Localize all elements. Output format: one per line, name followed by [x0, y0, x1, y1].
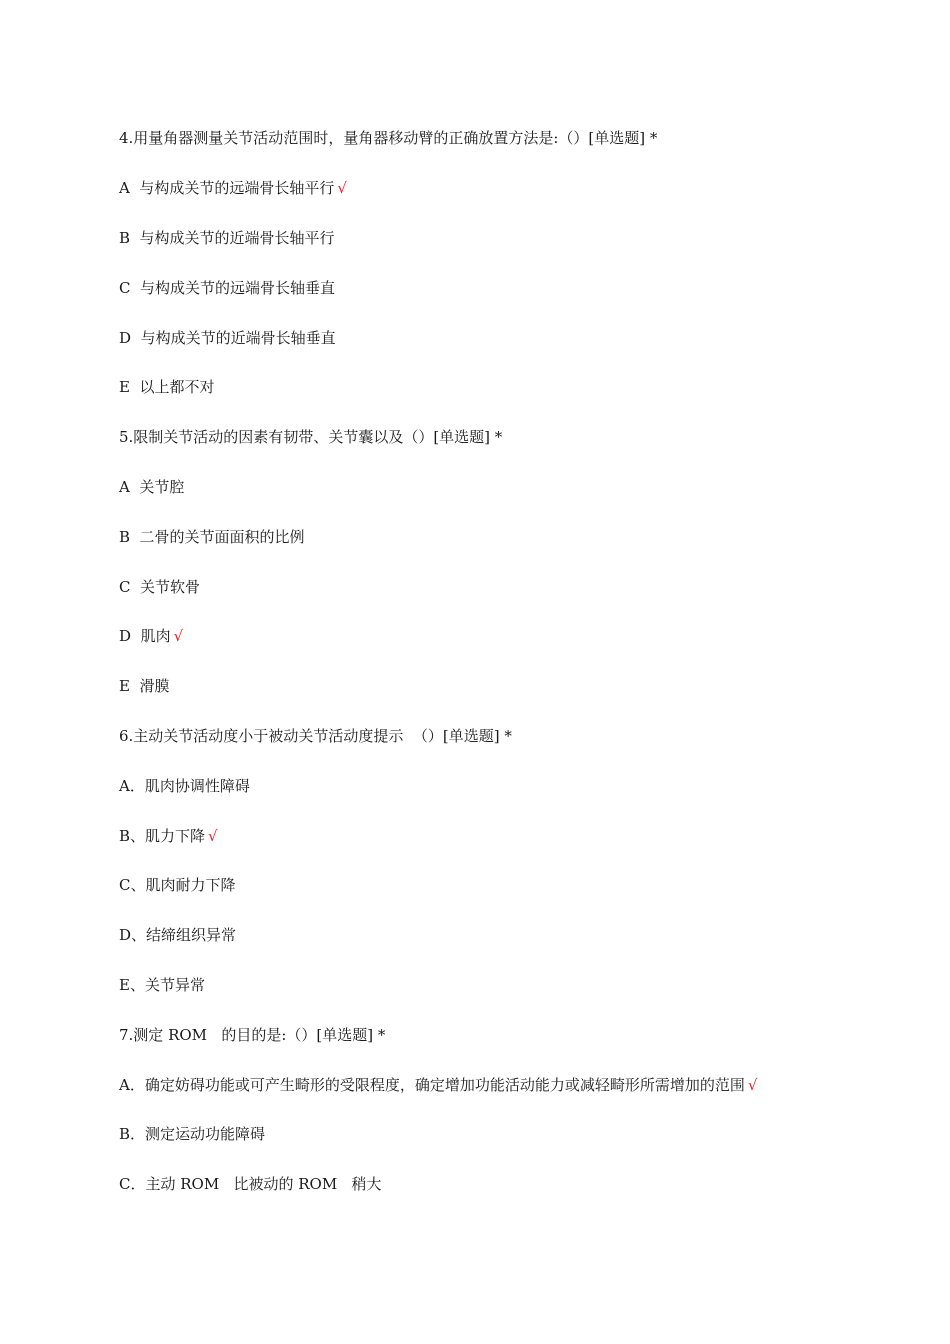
question-stem: 7.测定 ROM 的目的是:（）[单选题] * — [119, 1026, 386, 1044]
option-b — [119, 527, 305, 547]
question-stem: 4.用量角器测量关节活动范围时，量角器移动臂的正确放置方法是:（）[单选题] * — [119, 129, 658, 147]
option-e — [119, 975, 205, 995]
option-text: E 滑膜 — [119, 677, 170, 695]
option-text: E 以上都不对 — [119, 378, 215, 396]
correct-check-icon: √ — [747, 1076, 758, 1094]
option-text: B 二骨的关节面面积的比例 — [119, 528, 305, 546]
option-text: B 与构成关节的近端骨长轴平行 — [119, 229, 335, 247]
option-a — [119, 477, 184, 497]
question-stem: 5.限制关节活动的因素有韧带、关节囊以及（）[单选题] * — [119, 428, 503, 446]
option-d — [119, 925, 236, 945]
question-stem: 6.主动关节活动度小于被动关节活动度提示 （）[单选题] * — [119, 727, 512, 745]
option-text: A．确定妨碍功能或可产生畸形的受限程度，确定增加功能活动能力或减轻畸形所需增加的范围 — [119, 1076, 745, 1094]
option-text: A 关节腔 — [119, 478, 185, 496]
option-c — [119, 278, 335, 298]
option-a — [119, 1075, 757, 1095]
correct-check-icon: √ — [208, 827, 218, 845]
option-text: C 与构成关节的远端骨长轴垂直 — [119, 279, 336, 297]
option-text: A 与构成关节的远端骨长轴平行 — [119, 179, 335, 197]
option-c — [119, 1174, 382, 1194]
correct-check-icon: √ — [173, 627, 184, 645]
option-text: D 与构成关节的近端骨长轴垂直 — [119, 329, 336, 347]
option-b — [119, 1124, 265, 1144]
option-text: B．测定运动功能障碍 — [119, 1125, 266, 1143]
option-b — [119, 228, 335, 248]
option-text: C 关节软骨 — [119, 578, 201, 596]
option-e — [119, 377, 215, 397]
option-d — [119, 328, 336, 348]
option-text: D 肌肉 — [119, 627, 171, 645]
option-text: C、肌肉耐力下降 — [119, 876, 236, 894]
option-e — [119, 676, 170, 696]
option-text: E、关节异常 — [119, 976, 205, 994]
option-text: B、肌力下降 — [119, 827, 206, 845]
option-text: A．肌肉协调性障碍 — [119, 777, 250, 795]
option-c — [119, 577, 200, 597]
option-text: C．主动 ROM 比被动的 ROM 稍大 — [119, 1175, 382, 1193]
correct-check-icon: √ — [337, 179, 347, 197]
option-a — [119, 776, 250, 796]
option-b — [119, 826, 218, 846]
option-a — [119, 178, 347, 198]
option-d — [119, 626, 183, 646]
option-c — [119, 875, 235, 895]
option-text: D、结缔组织异常 — [119, 926, 237, 944]
